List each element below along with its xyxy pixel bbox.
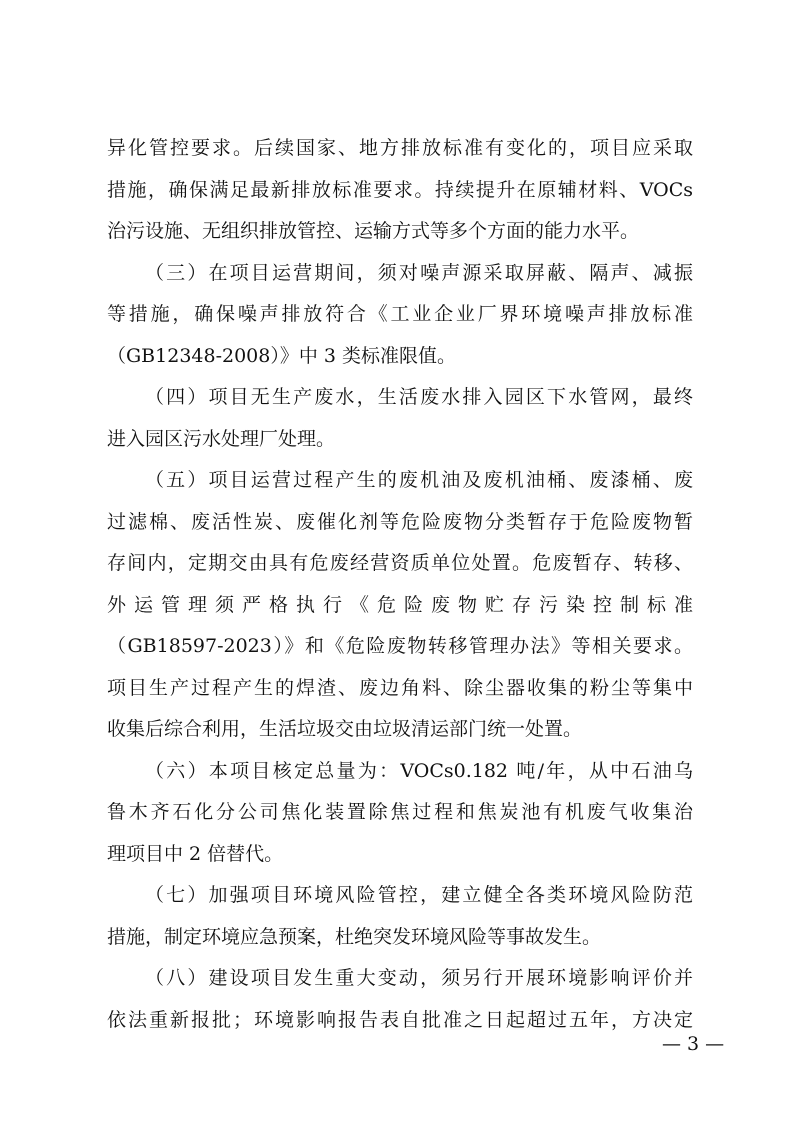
text-line: （四）项目无生产废水，生活废水排入园区下水管网，最终 [145,386,693,408]
text-line: 外运管理须严格执行《危险废物贮存污染控制标准 [107,593,693,616]
text-line: 鲁木齐石化分公司焦化装置除焦过程和焦炭池有机废气收集治 [107,801,693,823]
text-line: （GB18597-2023）》和《危险废物转移管理办法》等相关要求。 [107,635,693,657]
body-text [107,128,693,1041]
text-line: （七）加强项目环境风险管控，建立健全各类环境风险防范 [145,884,693,906]
text-line: 理项目中 2 倍替代。 [107,842,284,865]
text-line: （八）建设项目发生重大变动，须另行开展环境影响评价并 [145,967,693,989]
text-line: （三）在项目运营期间，须对噪声源采取屏蔽、隔声、减振 [145,261,693,284]
text-line: 项目生产过程产生的焊渣、废边角料、除尘器收集的粉尘等集中 [107,676,693,699]
text-line: 存间内，定期交由具有危废经营资质单位处置。危废暂存、转移、 [107,552,693,574]
text-line: （六）本项目核定总量为：VOCs0.182 吨/年，从中石油乌 [145,759,693,782]
text-line: 依法重新报批；环境影响报告表自批准之日起超过五年，方决定 [107,1008,693,1031]
text-line: 措施，制定环境应急预案，杜绝突发环境风险等事故发生。 [107,925,602,948]
text-line: 过滤棉、废活性炭、废催化剂等危险废物分类暂存于危险废物暂 [107,510,693,533]
text-line: 措施，确保满足最新排放标准要求。持续提升在原辅材料、VOCs [107,178,693,201]
text-line: （五）项目运营过程产生的废机油及废机油桶、废漆桶、废 [145,469,693,491]
page-number: — 3 — [662,1033,725,1055]
text-line: （GB12348-2008）》中 3 类标准限值。 [107,344,457,367]
text-line: 异化管控要求。后续国家、地方排放标准有变化的，项目应采取 [107,137,693,159]
text-line: 治污设施、无组织排放管控、运输方式等多个方面的能力水平。 [107,220,640,242]
text-line: 等措施，确保噪声排放符合《工业企业厂界环境噪声排放标准 [107,303,693,325]
text-line: 进入园区污水处理厂处理。 [107,427,336,450]
text-line: 收集后综合利用，生活垃圾交由垃圾清运部门统一处置。 [107,718,583,740]
